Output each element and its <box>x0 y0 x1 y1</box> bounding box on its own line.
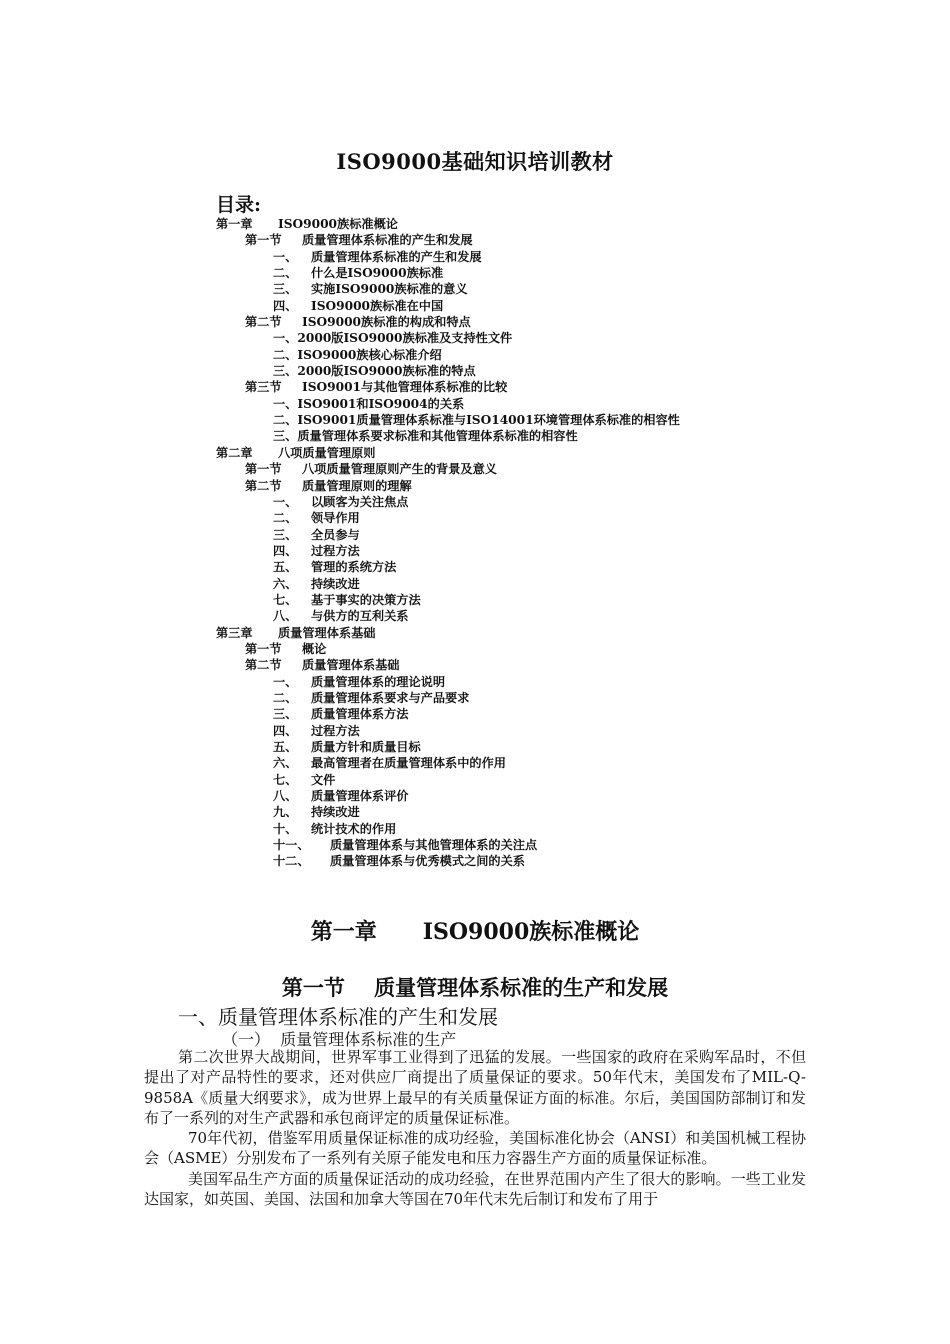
body-text <box>144 1047 806 1209</box>
toc-entry-text: ISO9001质量管理体系标准与ISO14001环境管理体系标准的相容性 <box>297 413 680 428</box>
toc-entry <box>0 625 950 641</box>
toc-entry <box>0 576 950 592</box>
subheading-level1: 一、质量管理体系标准的产生和发展 <box>178 1005 498 1029</box>
paragraph: 70年代初，借鉴军用质量保证标准的成功经验，美国标准化协会（ANSI）和美国机械工程协会（ASME）分别发布了一系列有关原子能发电和压力容器生产方面的质量保证标准。 <box>144 1129 806 1168</box>
toc-entry <box>0 853 950 869</box>
toc-entry <box>0 249 950 265</box>
toc-entry-text: 与供方的互利关系 <box>311 609 409 624</box>
toc-entry-number: 第三节 <box>245 380 282 395</box>
toc-entry-number: 四、 <box>273 543 298 558</box>
toc-entry <box>0 298 950 314</box>
toc-entry-number: 第二节 <box>245 478 282 493</box>
toc-entry-number: 第一节 <box>245 641 282 656</box>
toc-entry <box>0 330 950 346</box>
toc-entry-text: ISO9001与其他管理体系标准的比较 <box>302 380 508 395</box>
toc-entry-text: 全员参与 <box>311 527 360 542</box>
toc-entry-text: 过程方法 <box>311 723 360 738</box>
toc-entry-text: 质量管理体系要求标准和其他管理体系标准的相容性 <box>297 429 578 444</box>
toc-entry-number: 十二、 <box>273 854 310 869</box>
toc-entry <box>0 510 950 526</box>
toc-entry-text: 质量管理体系基础 <box>302 658 400 673</box>
toc-entry-text: 什么是ISO9000族标准 <box>311 266 444 281</box>
toc-entry-number: 第二章 <box>216 445 253 460</box>
toc-entry-number: 五、 <box>273 560 298 575</box>
subheading-title: 质量管理体系标准的生产 <box>280 1030 457 1049</box>
chapter-title: ISO9000族标准概论 <box>422 919 640 945</box>
toc-entry-number: 一、 <box>273 331 298 346</box>
section-heading <box>0 972 950 1002</box>
toc-entry-number: 二、 <box>273 266 298 281</box>
toc-entry <box>0 363 950 379</box>
toc-entry <box>0 379 950 395</box>
toc-entry-number: 第三章 <box>216 625 253 640</box>
toc-entry-number: 第一节 <box>245 462 282 477</box>
toc-entry-text: 基于事实的决策方法 <box>311 592 421 607</box>
toc-entry-number: 六、 <box>273 756 298 771</box>
toc-entry-text: 以顾客为关注焦点 <box>311 494 409 509</box>
toc-entry <box>0 494 950 510</box>
toc-entry <box>0 527 950 543</box>
toc-entry-number: 一、 <box>273 494 298 509</box>
toc-entry-number: 八、 <box>273 609 298 624</box>
chapter-number: 第一章 <box>310 919 377 945</box>
toc-entry-number: 四、 <box>273 298 298 313</box>
toc-entry <box>0 821 950 837</box>
toc-entry-text: 质量管理体系与优秀模式之间的关系 <box>330 854 525 869</box>
toc-entry <box>0 804 950 820</box>
toc-entry <box>0 772 950 788</box>
toc-entry-number: 一、 <box>273 396 298 411</box>
toc-heading: 目录: <box>216 194 262 216</box>
toc-entry-number: 三、 <box>273 364 298 379</box>
toc-entry-number: 二、 <box>273 413 298 428</box>
toc-entry-text: 概论 <box>302 641 327 656</box>
toc-entry-number: 二、 <box>273 690 298 705</box>
toc-entry-text: 持续改进 <box>311 576 360 591</box>
toc-entry <box>0 674 950 690</box>
toc-entry-text: 最高管理者在质量管理体系中的作用 <box>311 756 506 771</box>
toc-entry <box>0 543 950 559</box>
toc-entry-text: 管理的系统方法 <box>311 560 397 575</box>
chapter-heading <box>0 915 950 946</box>
toc-entry <box>0 739 950 755</box>
toc-entry <box>0 592 950 608</box>
toc-entry <box>0 428 950 444</box>
toc-entry-number: 七、 <box>273 592 298 607</box>
toc-entry <box>0 837 950 853</box>
toc-entry <box>0 265 950 281</box>
toc-entry-text: ISO9000族标准在中国 <box>311 298 444 313</box>
toc-entry-text: 质量管理体系方法 <box>311 707 409 722</box>
toc-entry-text: 实施ISO9000族标准的意义 <box>311 282 468 297</box>
toc-entry-text: ISO9001和ISO9004的关系 <box>297 396 465 411</box>
toc-entry-number: 一、 <box>273 249 298 264</box>
subheading-number: （一） <box>222 1030 271 1049</box>
toc-entry <box>0 314 950 330</box>
toc-entry-text: 质量管理体系要求与产品要求 <box>311 690 470 705</box>
toc-entry-text: ISO9000族标准的构成和特点 <box>302 315 471 330</box>
toc-entry-number: 第一章 <box>216 217 253 231</box>
toc-entry-text: 质量管理体系的理论说明 <box>311 674 446 689</box>
toc-entry-number: 二、 <box>273 511 298 526</box>
toc-entry-number: 第二节 <box>245 315 282 330</box>
paragraph: 美国军品生产方面的质量保证活动的成功经验，在世界范围内产生了很大的影响。一些工业发达国家，如英国、美国、法国和加拿大等国在70年代末先后制订和发布了用于 <box>144 1169 806 1209</box>
toc-entry-text: 八项质量管理原则产生的背景及意义 <box>302 462 497 477</box>
toc-entry-text: 2000版ISO9000族标准的特点 <box>297 364 476 379</box>
toc-entry-number: 一、 <box>273 674 298 689</box>
toc-entry-text: 质量方针和质量目标 <box>311 740 421 754</box>
toc-entry-number: 四、 <box>273 723 298 738</box>
toc-entry <box>0 608 950 624</box>
toc-entry-text: 质量管理体系标准的产生和发展 <box>302 233 473 248</box>
toc-entry-text: 八项质量管理原则 <box>278 445 376 460</box>
toc-entry-text: 统计技术的作用 <box>311 821 397 836</box>
toc-entry <box>0 723 950 739</box>
toc-entry-number: 十、 <box>273 821 298 836</box>
toc-entry-text: 质量管理体系评价 <box>311 789 409 804</box>
toc-entry <box>0 478 950 494</box>
section-title: 质量管理体系标准的生产和发展 <box>374 975 669 1000</box>
toc-entry <box>0 216 950 232</box>
toc-entry-number: 七、 <box>273 772 298 787</box>
toc-entry-text: 持续改进 <box>311 805 360 820</box>
toc-entry-number: 五、 <box>273 740 298 754</box>
toc-entry-text: 文件 <box>311 772 336 787</box>
toc-entry-number: 六、 <box>273 576 298 591</box>
document-title: ISO9000基础知识培训教材 <box>336 149 614 174</box>
toc-entry-number: 九、 <box>273 805 298 820</box>
toc-entry <box>0 396 950 412</box>
toc-entry-number: 第二节 <box>245 658 282 673</box>
toc-entry <box>0 788 950 804</box>
toc-entry-text: ISO9000族核心标准介绍 <box>297 347 442 362</box>
toc-entry-text: 领导作用 <box>311 511 360 526</box>
toc-entry <box>0 755 950 771</box>
toc-entry-number: 三、 <box>273 527 298 542</box>
toc-entry-text: 过程方法 <box>311 543 360 558</box>
toc-entry <box>0 347 950 363</box>
toc-entry <box>0 690 950 706</box>
toc-entry-number: 三、 <box>273 707 298 722</box>
toc-entry <box>0 657 950 673</box>
toc-entry-number: 十一、 <box>273 838 310 853</box>
toc-entry <box>0 232 950 248</box>
toc-entry <box>0 641 950 657</box>
toc-entry <box>0 445 950 461</box>
toc-entry-text: 质量管理体系基础 <box>278 625 376 640</box>
toc-entry <box>0 461 950 477</box>
toc-entry <box>0 281 950 297</box>
toc-entry-number: 二、 <box>273 347 298 362</box>
section-number: 第一节 <box>281 975 345 1000</box>
table-of-contents <box>0 216 950 870</box>
toc-entry-number: 第一节 <box>245 233 282 248</box>
toc-entry-text: 质量管理原则的理解 <box>302 478 412 493</box>
toc-entry <box>0 412 950 428</box>
toc-entry-text: 质量管理体系标准的产生和发展 <box>311 249 482 264</box>
toc-entry-number: 三、 <box>273 429 298 444</box>
toc-entry-text: 2000版ISO9000族标准及支持性文件 <box>297 331 513 346</box>
toc-entry-number: 八、 <box>273 789 298 804</box>
toc-entry <box>0 559 950 575</box>
toc-entry <box>0 706 950 722</box>
toc-entry-number: 三、 <box>273 282 298 297</box>
toc-entry-text: 质量管理体系与其他管理体系的关注点 <box>330 838 538 853</box>
paragraph: 第二次世界大战期间，世界军事工业得到了迅猛的发展。一些国家的政府在采购军品时，不但提出了对产品特性的要求，还对供应厂商提出了质量保证的要求。50年代末，美国发布了MIL-Q-9858A《质量大纲要求》，成为世界上最早的有关质量保证方面的标准。尔后，美国国防部制订和发布了一系列的对生产武器和承包商评定的质量保证标准。 <box>144 1048 806 1127</box>
toc-entry-text: ISO9000族标准概论 <box>278 217 398 231</box>
